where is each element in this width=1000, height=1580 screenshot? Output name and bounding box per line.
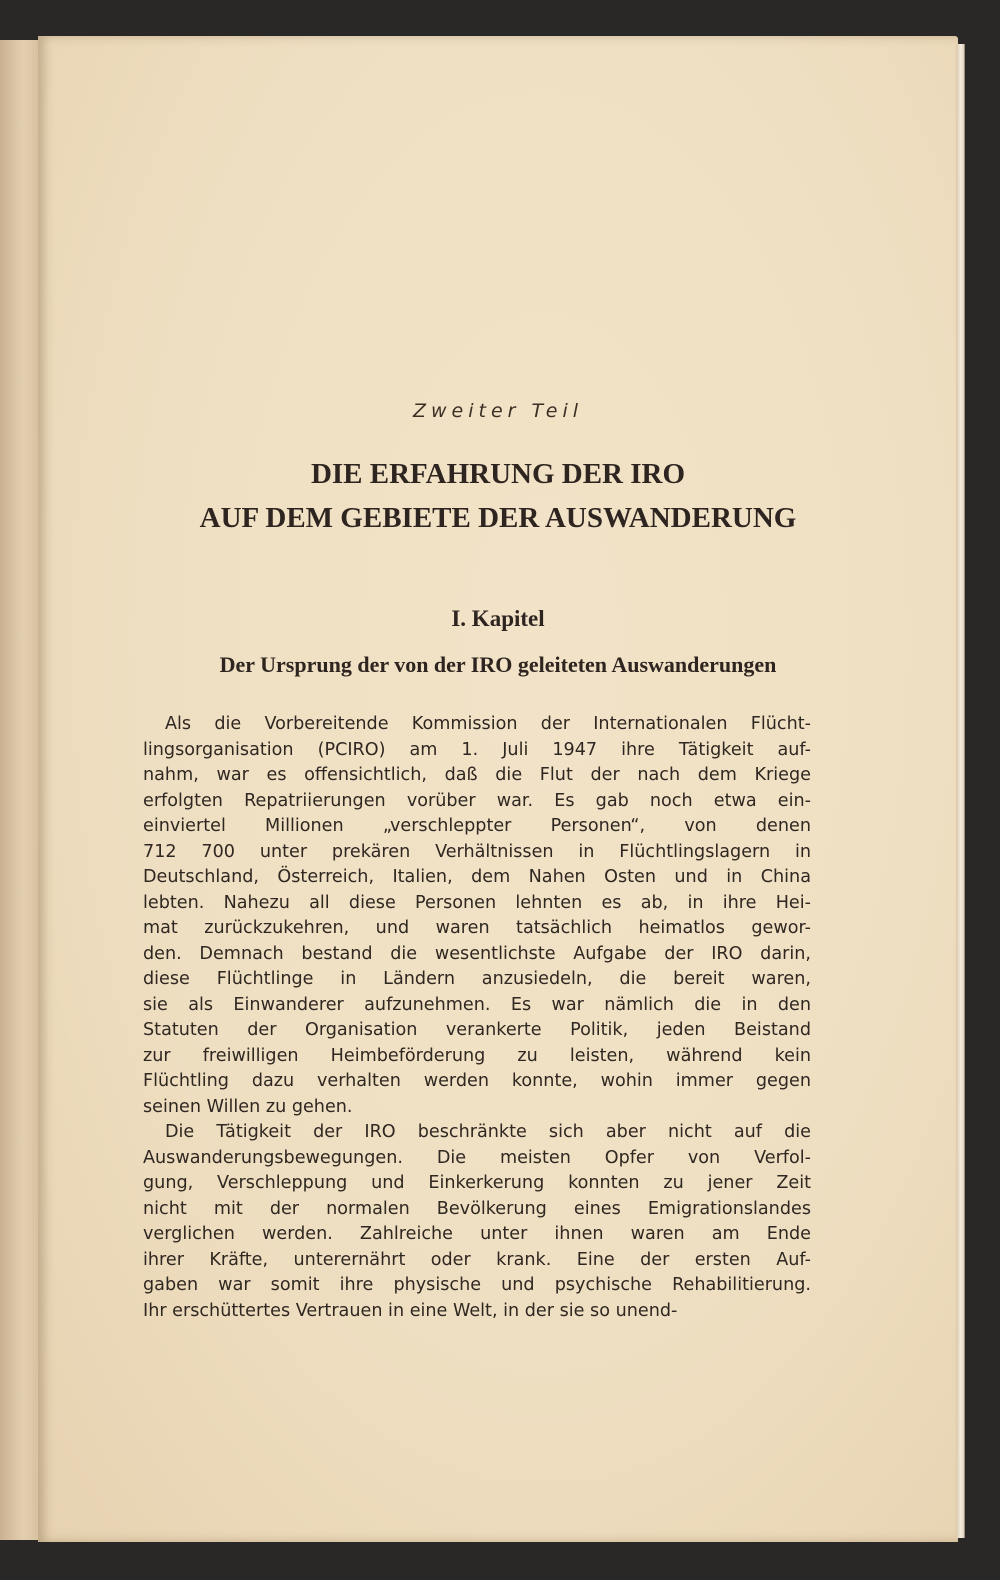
chapter-title: Der Ursprung der von der IRO geleiteten Auswanderungen bbox=[219, 652, 777, 677]
text-line: gung, Verschleppung und Einkerkerung konnten zu jener Zeit bbox=[143, 1173, 811, 1193]
main-title bbox=[38, 452, 958, 540]
text-line: Flüchtling dazu verhalten werden konnte, wohin immer gegen bbox=[143, 1071, 811, 1091]
text-line: gaben war somit ihre physische und psychische Rehabilitierung. bbox=[143, 1275, 811, 1295]
text-line: lingsorganisation (PCIRO) am 1. Juli 1947 ihre Tätigkeit auf- bbox=[143, 739, 811, 760]
body-text bbox=[143, 712, 811, 1324]
text-line: den. Demnach bestand die wesentlichste Aufgabe der IRO darin, bbox=[143, 943, 811, 964]
text-line: zur freiwilligen Heimbeförderung zu leisten, während kein bbox=[143, 1045, 811, 1066]
text-line: Als die Vorbereitende Kommission der Internationalen Flücht- bbox=[165, 714, 811, 734]
paragraph-1 bbox=[143, 712, 811, 1120]
text-line: mat zurückzukehren, und waren tatsächlich heimatlos gewor- bbox=[143, 918, 811, 938]
text-line: Deutschland, Österreich, Italien, dem Nahen Osten und in China bbox=[143, 867, 811, 887]
text-line: lebten. Nahezu all diese Personen lehnten es ab, in ihre Hei- bbox=[143, 892, 811, 913]
text-line: nicht mit der normalen Bevölkerung eines Emigrationslandes bbox=[143, 1198, 811, 1219]
text-line: diese Flüchtlinge in Ländern anzusiedeln, die bereit waren, bbox=[143, 969, 811, 989]
text-line: erfolgten Repatriierungen vorüber war. Es gab noch etwa ein- bbox=[143, 790, 811, 811]
text-line: ihrer Kräfte, unterernährt oder krank. Eine der ersten Auf- bbox=[143, 1249, 811, 1270]
text-line: Statuten der Organisation verankerte Politik, jeden Beistand bbox=[143, 1020, 811, 1040]
text-line: 712 700 unter prekären Verhältnissen in Flüchtlingslagern in bbox=[143, 841, 811, 862]
text-line: einviertel Millionen „verschleppter Personen“, von denen bbox=[143, 816, 811, 836]
chapter-number: I. Kapitel bbox=[451, 606, 545, 631]
text-line: Ihr erschüttertes Vertrauen in eine Welt, in der sie so unend- bbox=[143, 1300, 678, 1321]
page-stack-edge bbox=[956, 44, 965, 1538]
part-label: Zweiter Teil bbox=[412, 400, 584, 422]
text-line: sie als Einwanderer aufzunehmen. Es war nämlich die in den bbox=[143, 994, 811, 1015]
text-line: seinen Willen zu gehen. bbox=[143, 1096, 353, 1117]
text-line: Die Tätigkeit der IRO beschränkte sich aber nicht auf die bbox=[165, 1122, 811, 1142]
text-line: nahm, war es offensichtlich, daß die Flut der nach dem Kriege bbox=[143, 765, 811, 785]
text-line: Auswanderungsbewegungen. Die meisten Opfer von Verfol- bbox=[143, 1147, 811, 1168]
text-line: verglichen werden. Zahlreiche unter ihnen waren am Ende bbox=[143, 1224, 811, 1244]
facing-page-edge bbox=[0, 40, 39, 1540]
main-title-line-2: AUF DEM GEBIETE DER AUSWANDERUNG bbox=[199, 502, 797, 534]
main-title-line-1: DIE ERFAHRUNG DER IRO bbox=[310, 458, 686, 490]
paragraph-2 bbox=[143, 1120, 811, 1324]
